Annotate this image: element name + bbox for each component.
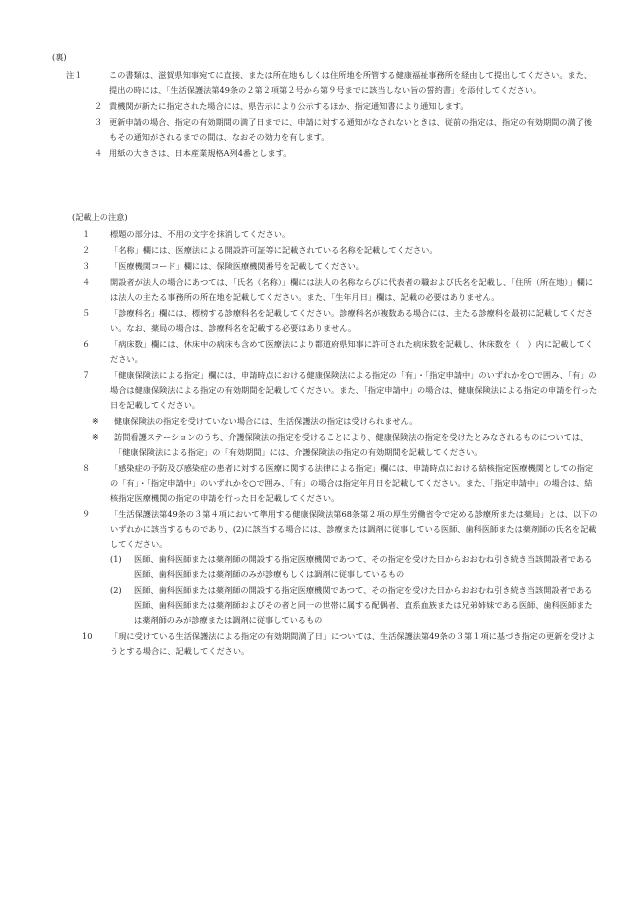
guidelines-section (52, 210, 600, 659)
guideline-note-mark-2 (92, 430, 600, 460)
note-text: 更新申請の場合、指定の有効期間の満了日までに、申請に対する通知がなされないときは、従前の指定は、指定の有効期間の満了後もその通知がされるまでの間は、なおその効力を有します。 (109, 117, 593, 142)
guideline-number: ３ (82, 261, 91, 271)
guideline-text: 標題の部分は、不用の文字を抹消してください。 (110, 229, 291, 239)
guideline-item-7 (82, 368, 600, 413)
mark-text: 健康保険法の指定を受けていない場合には、生活保護法の指定は受けられません。 (114, 416, 418, 426)
guideline-item-10 (82, 629, 600, 659)
guidelines-list (82, 227, 600, 659)
guideline-item-4 (82, 275, 600, 305)
guideline-text: 「健康保険法による指定」欄には、申請時点における健康保険法による指定の「有」・「指定申請中」のいずれかを○で囲み、「有」の場合は健康保険法による指定の有効期間を記載してください。また、「指定申請中」の場合は、健康保険法による指定の申請を行った日を記載してください。 (110, 370, 598, 410)
note-number: ３ (94, 117, 103, 127)
guideline-item-3 (82, 259, 600, 274)
guideline-note-mark-1 (92, 414, 600, 429)
note-text: 用紙の大きさは、日本産業規格A列4番とします。 (109, 148, 292, 158)
guideline-text: 「医療機関コード」欄には、保険医療機関番号を記載してください。 (110, 261, 364, 271)
guideline-number: ６ (82, 339, 91, 349)
guideline-text: 「感染症の予防及び感染症の患者に対する医療に関する法律による指定」欄には、申請時点における結核指定医療機関としての指定の「有」・「指定申請中」のいずれかを○で囲み、「有」の場合は指定年月日を記載してください。また、「指定申請中」の場合は、結核指定医療機関の指定の申請を行った日を記載してください。 (110, 463, 594, 503)
notes-head: 注１ (66, 70, 83, 80)
guideline-number: １ (82, 229, 91, 239)
guideline-text: 「現に受けている生活保護法による指定の有効期間満了日」については、生活保護法第49条の３第１項に基づき指定の更新を受けようとする場合に、記載してください。 (110, 631, 596, 656)
note-item-3 (94, 115, 600, 145)
notes-list (94, 68, 600, 161)
note-number: ４ (94, 148, 103, 158)
note-text: 貴機関が新たに指定された場合には、県告示により公示するほか、指定通知書により通知します。 (109, 101, 469, 111)
notes-section (66, 68, 600, 161)
guideline-text: 「生活保護法第49条の３第４項において準用する健康保険法第68条第２項の厚生労働省令で定める診療所または薬局」とは、以下のいずれかに該当するものであり、(2)に該当する場合には、診療または調剤に従事している医師、歯科医師または薬剤師の氏名を記載してください。 (110, 509, 598, 549)
guideline-number: ８ (82, 463, 91, 473)
guideline-item-9 (82, 507, 600, 628)
guideline-item-8 (82, 461, 600, 506)
guideline-item-1 (82, 227, 600, 242)
guideline-item-6 (82, 337, 600, 367)
reference-mark: ※ (92, 432, 99, 442)
guideline-text: 「名称」欄には、医療法による開設許可証等に記載されている名称を記載してください。 (110, 245, 438, 255)
guideline-subitem-1 (110, 552, 600, 582)
guideline-number: 10 (82, 631, 93, 641)
guideline-item-5 (82, 306, 600, 336)
guideline-item-2 (82, 243, 600, 258)
subitem-text: 医師、歯科医師または薬剤師の開設する指定医療機関であつて、その指定を受けた日からおおむね引き続き当該開設者である医師、歯科医師または薬剤師およびその者と同一の世帯に属する配偶者、直系血族または兄弟姉妹である医師、歯科医師または薬剤師のみが診療または調剤に従事しているもの (134, 585, 593, 625)
guideline-number: ５ (82, 308, 91, 318)
mark-text: 訪問看護ステーションのうち、介護保険法の指定を受けることにより、健康保険法の指定を受けたとみなされるものについては、「健康保険法による指定」の「有効期間」には、介護保険法の指定の有効期間を記載してください。 (114, 432, 589, 457)
note-item-2 (94, 99, 600, 114)
subitem-number: (2) (110, 585, 122, 595)
note-text: この書類は、滋賀県知事宛てに直接、または所在地もしくは住所地を所管する健康福祉事務所を経由して提出してください。また、提出の時には、「生活保護法第49条の２第２項第２号から第９号までに該当しない旨の誓約書」を添付してください。 (109, 70, 593, 95)
back-label: (裏) (52, 52, 67, 62)
reference-mark: ※ (92, 416, 99, 426)
guideline-number: ２ (82, 245, 91, 255)
note-item-4 (94, 146, 600, 161)
guideline-number: ４ (82, 277, 91, 287)
guideline-text: 「診療科名」欄には、標榜する診療科名を記載してください。診療科名が複数ある場合には、主たる診療科を最初に記載してください。なお、薬局の場合は、診療科名を記載する必要はありません。 (110, 308, 594, 333)
note-item-1 (94, 68, 600, 98)
guideline-text: 開設者が法人の場合にあつては、「氏名（名称）」欄には法人の名称ならびに代表者の職および氏名を記載し、「住所（所在地）」欄には法人の主たる事務所の所在地を記載してください。また、「生年月日」欄は、記載の必要はありません。 (110, 277, 594, 302)
guideline-number: ９ (82, 509, 91, 519)
guidelines-title: (記載上の注意) (72, 212, 128, 222)
guideline-number: ７ (82, 370, 91, 380)
guideline-subitem-2 (110, 583, 600, 628)
guideline-text: 「病床数」欄には、休床中の病床も含めて医療法により都道府県知事に許可された病床数を記載し、休床数を（ ）内に記載してください。 (110, 339, 594, 364)
note-number: ２ (94, 101, 103, 111)
subitem-number: (1) (110, 554, 122, 564)
subitem-text: 医師、歯科医師または薬剤師の開設する指定医療機関であつて、その指定を受けた日からおおむね引き続き当該開設者である医師、歯科医師または薬剤師のみが診療もしくは調剤に従事しているもの (134, 554, 593, 579)
